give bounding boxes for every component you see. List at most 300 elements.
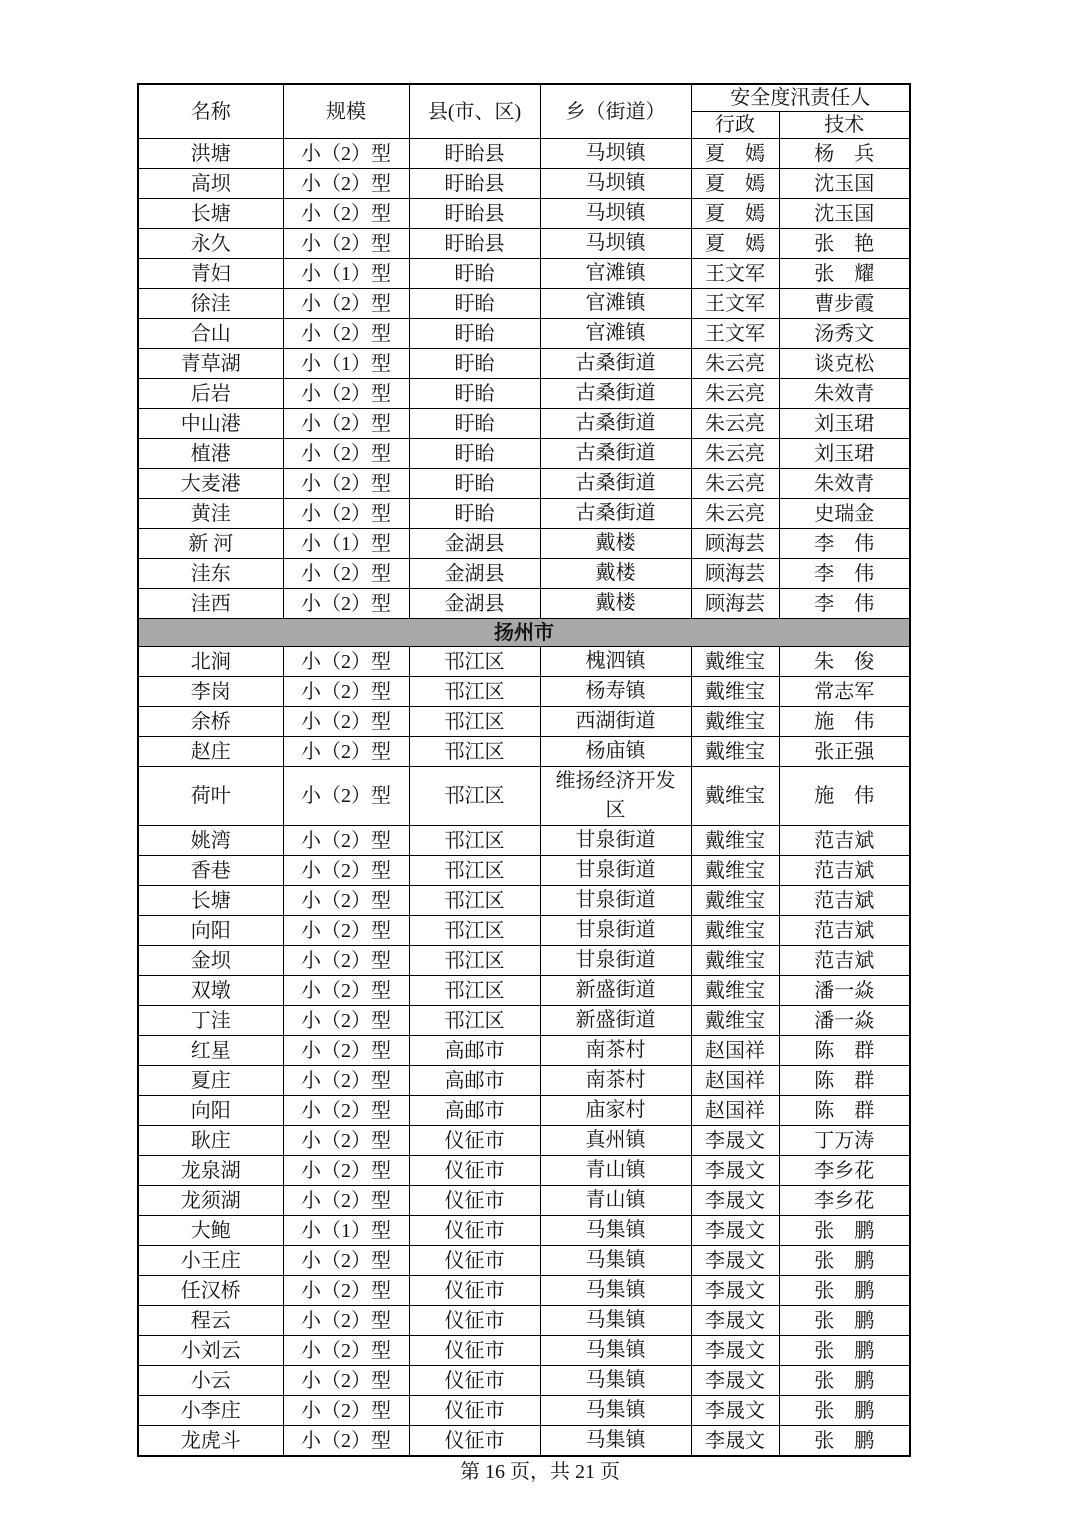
cell-admin: 李晟文 bbox=[691, 1156, 779, 1186]
cell-admin: 李晟文 bbox=[691, 1366, 779, 1396]
header-township: 乡（街道） bbox=[540, 84, 691, 139]
cell-county: 仪征市 bbox=[409, 1336, 540, 1366]
cell-county: 仪征市 bbox=[409, 1126, 540, 1156]
cell-township: 戴楼 bbox=[540, 529, 691, 559]
cell-tech: 刘玉珺 bbox=[779, 409, 910, 439]
table-row bbox=[138, 1276, 910, 1306]
cell-tech: 张 鹏 bbox=[779, 1276, 910, 1306]
cell-tech: 常志军 bbox=[779, 677, 910, 707]
cell-township: 杨庙镇 bbox=[540, 737, 691, 767]
cell-county: 高邮市 bbox=[409, 1036, 540, 1066]
cell-name: 后岩 bbox=[138, 379, 283, 409]
section-row bbox=[138, 619, 910, 647]
cell-county: 盱眙县 bbox=[409, 169, 540, 199]
cell-scale: 小（2）型 bbox=[283, 916, 409, 946]
cell-name: 姚湾 bbox=[138, 826, 283, 856]
cell-township: 戴楼 bbox=[540, 589, 691, 619]
cell-name: 大鲍 bbox=[138, 1216, 283, 1246]
header-admin: 行政 bbox=[691, 112, 779, 139]
cell-township: 古桑街道 bbox=[540, 439, 691, 469]
cell-scale: 小（1）型 bbox=[283, 259, 409, 289]
table-row bbox=[138, 856, 910, 886]
cell-county: 盱眙 bbox=[409, 259, 540, 289]
cell-tech: 张 鹏 bbox=[779, 1426, 910, 1457]
cell-admin: 戴维宝 bbox=[691, 916, 779, 946]
cell-admin: 王文军 bbox=[691, 289, 779, 319]
page-number: 第 16 页，共 21 页 bbox=[460, 1461, 620, 1483]
cell-name: 红星 bbox=[138, 1036, 283, 1066]
cell-county: 盱眙 bbox=[409, 439, 540, 469]
table-row bbox=[138, 1366, 910, 1396]
cell-county: 盱眙 bbox=[409, 349, 540, 379]
cell-scale: 小（2）型 bbox=[283, 1366, 409, 1396]
cell-scale: 小（2）型 bbox=[283, 647, 409, 677]
table-row bbox=[138, 916, 910, 946]
header-county: 县(市、区) bbox=[409, 84, 540, 139]
table-row bbox=[138, 1336, 910, 1366]
cell-tech: 范吉斌 bbox=[779, 946, 910, 976]
cell-tech: 陈 群 bbox=[779, 1036, 910, 1066]
cell-county: 盱眙 bbox=[409, 409, 540, 439]
table-row bbox=[138, 946, 910, 976]
cell-admin: 王文军 bbox=[691, 259, 779, 289]
cell-township: 马集镇 bbox=[540, 1426, 691, 1457]
cell-name: 龙泉湖 bbox=[138, 1156, 283, 1186]
table-row bbox=[138, 976, 910, 1006]
cell-scale: 小（2）型 bbox=[283, 737, 409, 767]
cell-admin: 赵国祥 bbox=[691, 1066, 779, 1096]
cell-name: 小王庄 bbox=[138, 1246, 283, 1276]
cell-tech: 李乡花 bbox=[779, 1186, 910, 1216]
cell-name: 长塘 bbox=[138, 199, 283, 229]
cell-scale: 小（2）型 bbox=[283, 707, 409, 737]
cell-admin: 戴维宝 bbox=[691, 647, 779, 677]
cell-admin: 朱云亮 bbox=[691, 379, 779, 409]
cell-county: 邗江区 bbox=[409, 647, 540, 677]
cell-township: 官滩镇 bbox=[540, 259, 691, 289]
table-row bbox=[138, 469, 910, 499]
cell-scale: 小（2）型 bbox=[283, 1186, 409, 1216]
cell-township: 甘泉街道 bbox=[540, 886, 691, 916]
cell-township: 南茶村 bbox=[540, 1036, 691, 1066]
cell-scale: 小（2）型 bbox=[283, 499, 409, 529]
cell-tech: 范吉斌 bbox=[779, 886, 910, 916]
table-body bbox=[138, 139, 910, 1457]
cell-township: 维扬经济开发区 bbox=[540, 767, 691, 826]
header-name: 名称 bbox=[138, 84, 283, 139]
cell-admin: 顾海芸 bbox=[691, 589, 779, 619]
cell-name: 任汉桥 bbox=[138, 1276, 283, 1306]
cell-admin: 李晟文 bbox=[691, 1246, 779, 1276]
cell-name: 赵庄 bbox=[138, 737, 283, 767]
cell-name: 耿庄 bbox=[138, 1126, 283, 1156]
cell-county: 盱眙 bbox=[409, 289, 540, 319]
cell-tech: 朱效青 bbox=[779, 469, 910, 499]
cell-township: 马坝镇 bbox=[540, 169, 691, 199]
table-row bbox=[138, 1036, 910, 1066]
cell-tech: 李 伟 bbox=[779, 589, 910, 619]
cell-name: 余桥 bbox=[138, 707, 283, 737]
cell-tech: 丁万涛 bbox=[779, 1126, 910, 1156]
cell-scale: 小（2）型 bbox=[283, 289, 409, 319]
cell-scale: 小（2）型 bbox=[283, 139, 409, 169]
cell-scale: 小（2）型 bbox=[283, 946, 409, 976]
table-row bbox=[138, 1096, 910, 1126]
cell-township: 古桑街道 bbox=[540, 349, 691, 379]
cell-county: 盱眙 bbox=[409, 469, 540, 499]
cell-tech: 潘一焱 bbox=[779, 976, 910, 1006]
cell-name: 永久 bbox=[138, 229, 283, 259]
cell-county: 盱眙 bbox=[409, 379, 540, 409]
cell-tech: 范吉斌 bbox=[779, 916, 910, 946]
cell-tech: 张 鹏 bbox=[779, 1246, 910, 1276]
cell-tech: 张正强 bbox=[779, 737, 910, 767]
cell-scale: 小（2）型 bbox=[283, 1276, 409, 1306]
cell-name: 香巷 bbox=[138, 856, 283, 886]
cell-scale: 小（2）型 bbox=[283, 559, 409, 589]
cell-name: 程云 bbox=[138, 1306, 283, 1336]
cell-tech: 张 鹏 bbox=[779, 1396, 910, 1426]
cell-township: 真州镇 bbox=[540, 1126, 691, 1156]
cell-tech: 张 艳 bbox=[779, 229, 910, 259]
cell-county: 盱眙 bbox=[409, 499, 540, 529]
cell-name: 龙须湖 bbox=[138, 1186, 283, 1216]
cell-name: 向阳 bbox=[138, 1096, 283, 1126]
table-row bbox=[138, 647, 910, 677]
cell-name: 青妇 bbox=[138, 259, 283, 289]
cell-scale: 小（2）型 bbox=[283, 439, 409, 469]
cell-tech: 李 伟 bbox=[779, 529, 910, 559]
cell-admin: 夏 嫣 bbox=[691, 139, 779, 169]
cell-township: 甘泉街道 bbox=[540, 826, 691, 856]
table-row bbox=[138, 1396, 910, 1426]
cell-admin: 夏 嫣 bbox=[691, 229, 779, 259]
cell-township: 官滩镇 bbox=[540, 289, 691, 319]
cell-scale: 小（2）型 bbox=[283, 379, 409, 409]
cell-county: 仪征市 bbox=[409, 1246, 540, 1276]
cell-tech: 李 伟 bbox=[779, 559, 910, 589]
cell-county: 邗江区 bbox=[409, 916, 540, 946]
table-row bbox=[138, 1066, 910, 1096]
table-row bbox=[138, 289, 910, 319]
cell-scale: 小（2）型 bbox=[283, 1156, 409, 1186]
header-responsible: 安全度汛责任人 bbox=[691, 84, 910, 112]
cell-tech: 张 鹏 bbox=[779, 1306, 910, 1336]
cell-county: 邗江区 bbox=[409, 767, 540, 826]
cell-township: 青山镇 bbox=[540, 1186, 691, 1216]
table-row bbox=[138, 439, 910, 469]
cell-township: 马集镇 bbox=[540, 1216, 691, 1246]
cell-scale: 小（2）型 bbox=[283, 229, 409, 259]
cell-township: 马集镇 bbox=[540, 1246, 691, 1276]
table-row bbox=[138, 767, 910, 826]
cell-scale: 小（2）型 bbox=[283, 319, 409, 349]
cell-tech: 朱效青 bbox=[779, 379, 910, 409]
cell-township: 杨寿镇 bbox=[540, 677, 691, 707]
cell-county: 邗江区 bbox=[409, 737, 540, 767]
cell-name: 双墩 bbox=[138, 976, 283, 1006]
cell-admin: 戴维宝 bbox=[691, 707, 779, 737]
cell-county: 仪征市 bbox=[409, 1396, 540, 1426]
cell-admin: 顾海芸 bbox=[691, 529, 779, 559]
cell-county: 邗江区 bbox=[409, 856, 540, 886]
cell-county: 仪征市 bbox=[409, 1186, 540, 1216]
table-header bbox=[138, 84, 910, 139]
cell-name: 丁洼 bbox=[138, 1006, 283, 1036]
cell-township: 马集镇 bbox=[540, 1336, 691, 1366]
section-title: 扬州市 bbox=[138, 619, 910, 647]
cell-county: 邗江区 bbox=[409, 1006, 540, 1036]
cell-admin: 朱云亮 bbox=[691, 349, 779, 379]
cell-county: 邗江区 bbox=[409, 976, 540, 1006]
cell-admin: 戴维宝 bbox=[691, 886, 779, 916]
cell-township: 南茶村 bbox=[540, 1066, 691, 1096]
cell-scale: 小（2）型 bbox=[283, 1396, 409, 1426]
table-row bbox=[138, 1006, 910, 1036]
cell-tech: 潘一焱 bbox=[779, 1006, 910, 1036]
cell-tech: 张 鹏 bbox=[779, 1216, 910, 1246]
cell-tech: 施 伟 bbox=[779, 767, 910, 826]
cell-admin: 李晟文 bbox=[691, 1186, 779, 1216]
cell-scale: 小（2）型 bbox=[283, 1006, 409, 1036]
cell-name: 青草湖 bbox=[138, 349, 283, 379]
cell-township: 马坝镇 bbox=[540, 199, 691, 229]
cell-county: 高邮市 bbox=[409, 1066, 540, 1096]
cell-county: 邗江区 bbox=[409, 886, 540, 916]
reservoir-responsibility-table bbox=[137, 83, 911, 1457]
table-row bbox=[138, 169, 910, 199]
cell-tech: 李乡花 bbox=[779, 1156, 910, 1186]
cell-county: 仪征市 bbox=[409, 1156, 540, 1186]
cell-admin: 李晟文 bbox=[691, 1216, 779, 1246]
cell-name: 大麦港 bbox=[138, 469, 283, 499]
cell-township: 新盛街道 bbox=[540, 1006, 691, 1036]
cell-name: 新 河 bbox=[138, 529, 283, 559]
cell-tech: 朱 俊 bbox=[779, 647, 910, 677]
cell-tech: 史瑞金 bbox=[779, 499, 910, 529]
table-row bbox=[138, 379, 910, 409]
cell-name: 小刘云 bbox=[138, 1336, 283, 1366]
cell-name: 李岗 bbox=[138, 677, 283, 707]
cell-admin: 戴维宝 bbox=[691, 677, 779, 707]
table-row bbox=[138, 1426, 910, 1457]
cell-admin: 戴维宝 bbox=[691, 826, 779, 856]
cell-township: 甘泉街道 bbox=[540, 856, 691, 886]
cell-tech: 施 伟 bbox=[779, 707, 910, 737]
cell-name: 向阳 bbox=[138, 916, 283, 946]
cell-name: 夏庄 bbox=[138, 1066, 283, 1096]
cell-tech: 谈克松 bbox=[779, 349, 910, 379]
cell-scale: 小（2）型 bbox=[283, 409, 409, 439]
cell-admin: 朱云亮 bbox=[691, 439, 779, 469]
cell-admin: 朱云亮 bbox=[691, 409, 779, 439]
cell-township: 西湖街道 bbox=[540, 707, 691, 737]
cell-county: 金湖县 bbox=[409, 559, 540, 589]
table-row bbox=[138, 1306, 910, 1336]
cell-scale: 小（2）型 bbox=[283, 826, 409, 856]
cell-name: 植港 bbox=[138, 439, 283, 469]
cell-name: 小李庄 bbox=[138, 1396, 283, 1426]
cell-scale: 小（2）型 bbox=[283, 976, 409, 1006]
cell-township: 官滩镇 bbox=[540, 319, 691, 349]
cell-name: 徐洼 bbox=[138, 289, 283, 319]
cell-name: 北涧 bbox=[138, 647, 283, 677]
cell-admin: 赵国祥 bbox=[691, 1096, 779, 1126]
cell-scale: 小（2）型 bbox=[283, 767, 409, 826]
cell-name: 洼东 bbox=[138, 559, 283, 589]
cell-scale: 小（1）型 bbox=[283, 529, 409, 559]
cell-admin: 李晟文 bbox=[691, 1126, 779, 1156]
table-row bbox=[138, 139, 910, 169]
cell-township: 槐泗镇 bbox=[540, 647, 691, 677]
cell-admin: 王文军 bbox=[691, 319, 779, 349]
cell-county: 邗江区 bbox=[409, 826, 540, 856]
cell-township: 古桑街道 bbox=[540, 469, 691, 499]
cell-county: 盱眙县 bbox=[409, 229, 540, 259]
cell-tech: 张 鹏 bbox=[779, 1366, 910, 1396]
cell-tech: 陈 群 bbox=[779, 1066, 910, 1096]
cell-admin: 顾海芸 bbox=[691, 559, 779, 589]
table-row bbox=[138, 409, 910, 439]
cell-name: 龙虎斗 bbox=[138, 1426, 283, 1457]
cell-admin: 朱云亮 bbox=[691, 469, 779, 499]
cell-name: 高坝 bbox=[138, 169, 283, 199]
cell-scale: 小（2）型 bbox=[283, 1306, 409, 1336]
cell-tech: 杨 兵 bbox=[779, 139, 910, 169]
cell-township: 马集镇 bbox=[540, 1396, 691, 1426]
table-row bbox=[138, 559, 910, 589]
cell-county: 金湖县 bbox=[409, 589, 540, 619]
cell-scale: 小（2）型 bbox=[283, 169, 409, 199]
cell-scale: 小（2）型 bbox=[283, 1126, 409, 1156]
cell-scale: 小（2）型 bbox=[283, 1096, 409, 1126]
cell-scale: 小（2）型 bbox=[283, 1246, 409, 1276]
table-row bbox=[138, 229, 910, 259]
cell-scale: 小（2）型 bbox=[283, 589, 409, 619]
cell-name: 合山 bbox=[138, 319, 283, 349]
table-row bbox=[138, 677, 910, 707]
cell-township: 庙家村 bbox=[540, 1096, 691, 1126]
cell-county: 仪征市 bbox=[409, 1276, 540, 1306]
cell-scale: 小（2）型 bbox=[283, 886, 409, 916]
cell-tech: 汤秀文 bbox=[779, 319, 910, 349]
cell-admin: 李晟文 bbox=[691, 1426, 779, 1457]
cell-scale: 小（2）型 bbox=[283, 1336, 409, 1366]
cell-tech: 刘玉珺 bbox=[779, 439, 910, 469]
cell-admin: 李晟文 bbox=[691, 1396, 779, 1426]
table-row bbox=[138, 499, 910, 529]
header-tech: 技术 bbox=[779, 112, 910, 139]
cell-county: 仪征市 bbox=[409, 1306, 540, 1336]
cell-county: 仪征市 bbox=[409, 1426, 540, 1457]
cell-scale: 小（2）型 bbox=[283, 1036, 409, 1066]
cell-name: 中山港 bbox=[138, 409, 283, 439]
table-row bbox=[138, 1246, 910, 1276]
cell-admin: 戴维宝 bbox=[691, 946, 779, 976]
cell-county: 邗江区 bbox=[409, 946, 540, 976]
cell-township: 马集镇 bbox=[540, 1276, 691, 1306]
cell-admin: 朱云亮 bbox=[691, 499, 779, 529]
cell-tech: 张 耀 bbox=[779, 259, 910, 289]
table-row bbox=[138, 707, 910, 737]
cell-scale: 小（2）型 bbox=[283, 1066, 409, 1096]
cell-admin: 赵国祥 bbox=[691, 1036, 779, 1066]
cell-admin: 戴维宝 bbox=[691, 976, 779, 1006]
cell-tech: 范吉斌 bbox=[779, 826, 910, 856]
cell-township: 戴楼 bbox=[540, 559, 691, 589]
cell-township: 马集镇 bbox=[540, 1306, 691, 1336]
cell-scale: 小（2）型 bbox=[283, 199, 409, 229]
cell-admin: 戴维宝 bbox=[691, 767, 779, 826]
cell-county: 高邮市 bbox=[409, 1096, 540, 1126]
cell-tech: 范吉斌 bbox=[779, 856, 910, 886]
cell-county: 盱眙县 bbox=[409, 139, 540, 169]
cell-township: 古桑街道 bbox=[540, 409, 691, 439]
cell-township: 甘泉街道 bbox=[540, 946, 691, 976]
cell-name: 金坝 bbox=[138, 946, 283, 976]
cell-scale: 小（2）型 bbox=[283, 1426, 409, 1457]
cell-tech: 沈玉国 bbox=[779, 169, 910, 199]
cell-name: 黄洼 bbox=[138, 499, 283, 529]
table-row bbox=[138, 886, 910, 916]
cell-township: 马坝镇 bbox=[540, 229, 691, 259]
cell-county: 盱眙 bbox=[409, 319, 540, 349]
cell-county: 盱眙县 bbox=[409, 199, 540, 229]
cell-admin: 戴维宝 bbox=[691, 856, 779, 886]
cell-name: 小云 bbox=[138, 1366, 283, 1396]
cell-name: 荷叶 bbox=[138, 767, 283, 826]
cell-scale: 小（2）型 bbox=[283, 469, 409, 499]
cell-tech: 曹步霞 bbox=[779, 289, 910, 319]
table-row bbox=[138, 259, 910, 289]
table-row bbox=[138, 826, 910, 856]
cell-name: 长塘 bbox=[138, 886, 283, 916]
table-row bbox=[138, 1186, 910, 1216]
cell-scale: 小（2）型 bbox=[283, 677, 409, 707]
table-row bbox=[138, 199, 910, 229]
table-row bbox=[138, 319, 910, 349]
cell-county: 邗江区 bbox=[409, 677, 540, 707]
cell-township: 马集镇 bbox=[540, 1366, 691, 1396]
cell-admin: 夏 嫣 bbox=[691, 169, 779, 199]
header-scale: 规模 bbox=[283, 84, 409, 139]
cell-admin: 李晟文 bbox=[691, 1336, 779, 1366]
table-row bbox=[138, 737, 910, 767]
cell-scale: 小（1）型 bbox=[283, 1216, 409, 1246]
cell-township: 甘泉街道 bbox=[540, 916, 691, 946]
cell-county: 仪征市 bbox=[409, 1216, 540, 1246]
cell-county: 邗江区 bbox=[409, 707, 540, 737]
cell-admin: 李晟文 bbox=[691, 1276, 779, 1306]
cell-township: 新盛街道 bbox=[540, 976, 691, 1006]
cell-admin: 夏 嫣 bbox=[691, 199, 779, 229]
cell-scale: 小（1）型 bbox=[283, 349, 409, 379]
cell-scale: 小（2）型 bbox=[283, 856, 409, 886]
table-row bbox=[138, 1126, 910, 1156]
cell-tech: 沈玉国 bbox=[779, 199, 910, 229]
cell-township: 古桑街道 bbox=[540, 379, 691, 409]
table-row bbox=[138, 349, 910, 379]
cell-township: 青山镇 bbox=[540, 1156, 691, 1186]
cell-county: 金湖县 bbox=[409, 529, 540, 559]
cell-county: 仪征市 bbox=[409, 1366, 540, 1396]
cell-name: 洪塘 bbox=[138, 139, 283, 169]
cell-admin: 戴维宝 bbox=[691, 1006, 779, 1036]
table-row bbox=[138, 589, 910, 619]
cell-tech: 张 鹏 bbox=[779, 1336, 910, 1366]
cell-township: 古桑街道 bbox=[540, 499, 691, 529]
cell-admin: 李晟文 bbox=[691, 1306, 779, 1336]
